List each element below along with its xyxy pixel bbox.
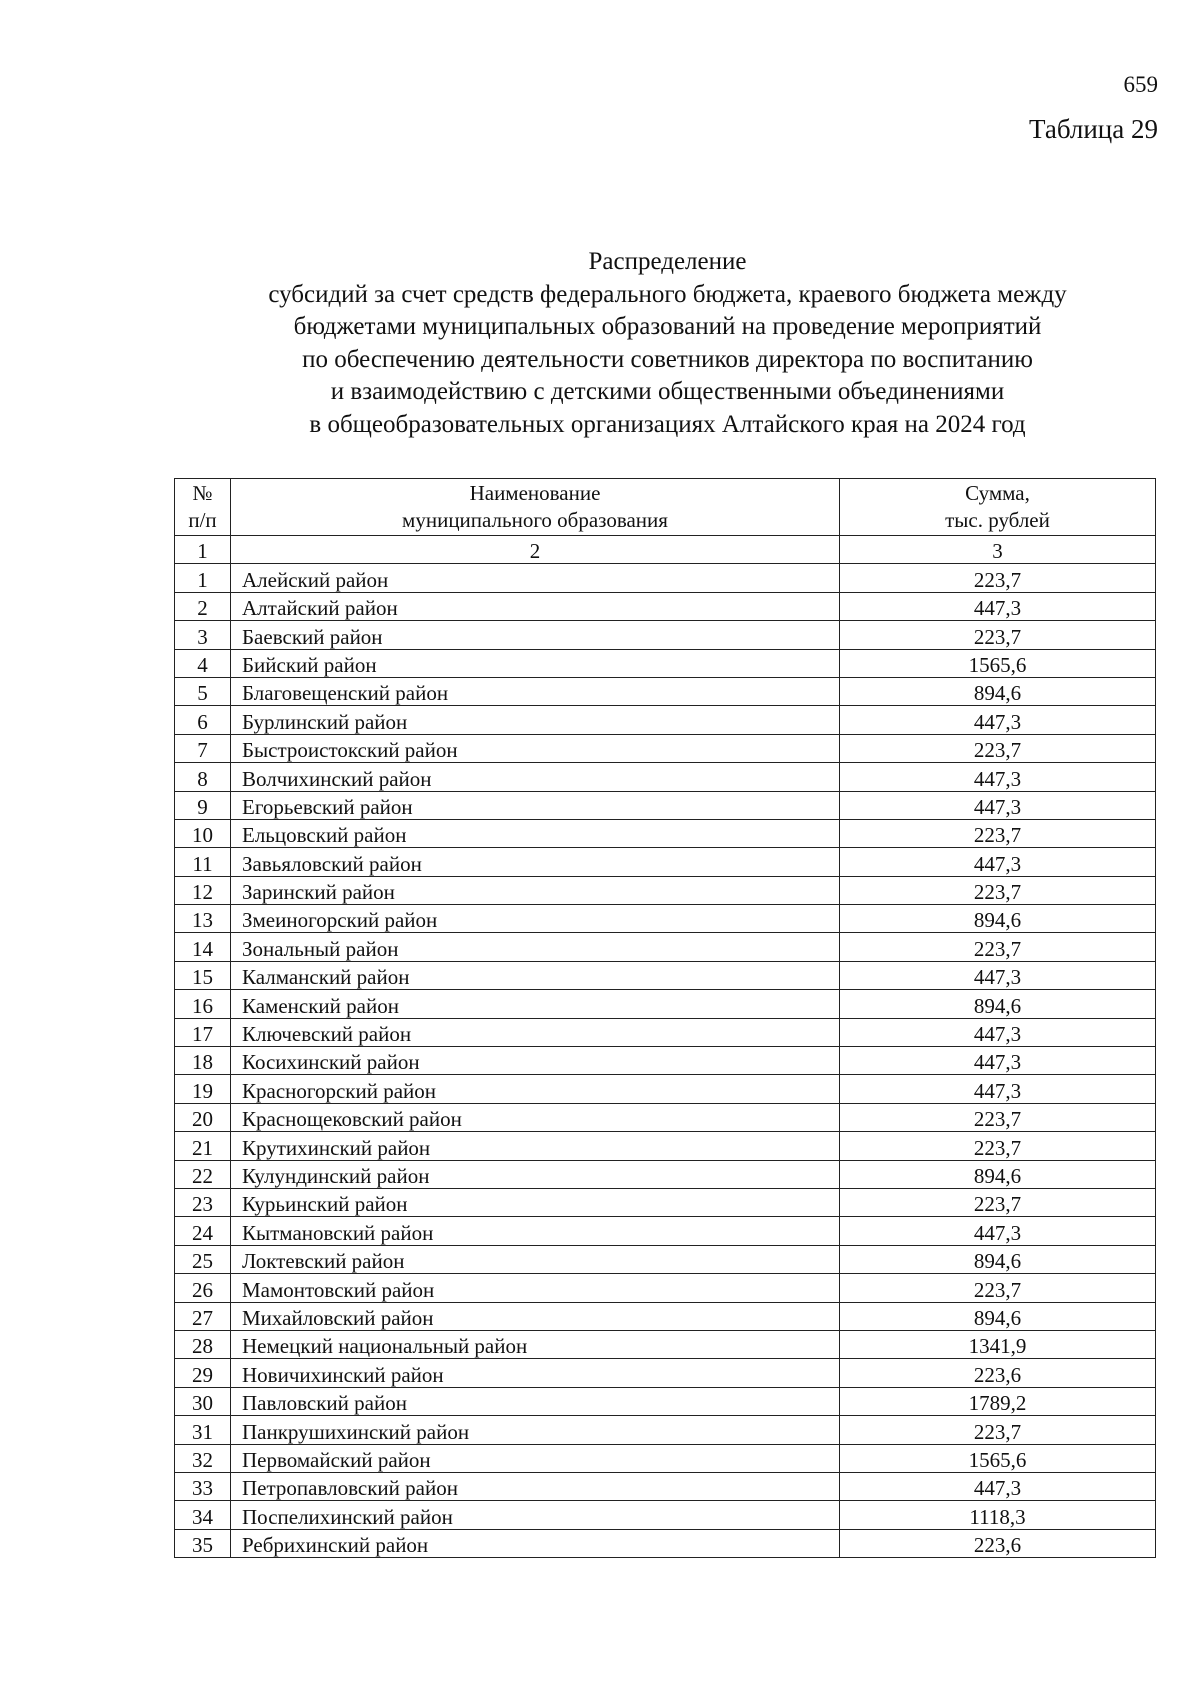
- subsidy-amount: 223,7: [840, 1274, 1156, 1302]
- table-row: [175, 763, 1156, 791]
- subsidy-amount: 223,7: [840, 621, 1156, 649]
- municipality-name: Ребрихинский район: [231, 1529, 840, 1557]
- subsidy-amount: 223,7: [840, 876, 1156, 904]
- row-number: 32: [175, 1444, 231, 1472]
- row-number: 15: [175, 961, 231, 989]
- subsidy-amount: 223,7: [840, 1416, 1156, 1444]
- table-row: [175, 1160, 1156, 1188]
- table-label: Таблица 29: [1029, 114, 1158, 144]
- column-index-row: [175, 536, 1156, 564]
- table-row: [175, 1387, 1156, 1415]
- table-row: [175, 1359, 1156, 1387]
- table-row: [175, 848, 1156, 876]
- municipality-name: Быстроистокский район: [231, 734, 840, 762]
- table-row: [175, 1018, 1156, 1046]
- subsidy-amount: 1565,6: [840, 1444, 1156, 1472]
- heading-line: и взаимодействию с детскими общественными объединениями: [330, 378, 1005, 405]
- document-heading: [0, 246, 1200, 441]
- row-number: 13: [175, 905, 231, 933]
- subsidy-amount: 894,6: [840, 1245, 1156, 1273]
- heading-line: в общеобразовательных организациях Алтайского края на 2024 год: [309, 410, 1026, 438]
- table-row: [175, 905, 1156, 933]
- municipality-name: Курьинский район: [231, 1188, 840, 1216]
- municipality-name: Каменский район: [231, 990, 840, 1018]
- table-row: [175, 1047, 1156, 1075]
- table-row: [175, 621, 1156, 649]
- row-number: 5: [175, 677, 231, 705]
- municipality-name: Ельцовский район: [231, 819, 840, 847]
- row-number: 31: [175, 1416, 231, 1444]
- header-name: [231, 479, 840, 536]
- municipality-name: Локтевский район: [231, 1245, 840, 1273]
- subsidy-amount: 223,6: [840, 1359, 1156, 1387]
- municipality-name: Новичихинский район: [231, 1359, 840, 1387]
- row-number: 24: [175, 1217, 231, 1245]
- column-index-cell: 3: [840, 536, 1156, 564]
- table-row: [175, 564, 1156, 592]
- row-number: 34: [175, 1501, 231, 1529]
- row-number: 1: [175, 564, 231, 592]
- municipality-name: Змеиногорский район: [231, 905, 840, 933]
- table-row: [175, 1217, 1156, 1245]
- subsidy-amount: 223,7: [840, 734, 1156, 762]
- municipality-name: Завьяловский район: [231, 848, 840, 876]
- table-row: [175, 876, 1156, 904]
- municipality-name: Бийский район: [231, 649, 840, 677]
- municipality-name: Поспелихинский район: [231, 1501, 840, 1529]
- row-number: 9: [175, 791, 231, 819]
- row-number: 11: [175, 848, 231, 876]
- distribution-table: [174, 478, 1156, 1558]
- row-number: 16: [175, 990, 231, 1018]
- subsidy-amount: 894,6: [840, 1160, 1156, 1188]
- heading-line: бюджетами муниципальных образований на проведение мероприятий: [293, 313, 1042, 340]
- row-number: 14: [175, 933, 231, 961]
- subsidy-amount: 447,3: [840, 1472, 1156, 1500]
- municipality-name: Павловский район: [231, 1387, 840, 1415]
- row-number: 29: [175, 1359, 231, 1387]
- municipality-name: Баевский район: [231, 621, 840, 649]
- row-number: 7: [175, 734, 231, 762]
- header-name-line1: Наименование: [469, 481, 601, 505]
- row-number: 26: [175, 1274, 231, 1302]
- table-row: [175, 819, 1156, 847]
- subsidy-amount: 1789,2: [840, 1387, 1156, 1415]
- subsidy-amount: 1118,3: [840, 1501, 1156, 1529]
- table-row: [175, 734, 1156, 762]
- table-row: [175, 1330, 1156, 1358]
- row-number: 25: [175, 1245, 231, 1273]
- column-index-cell: 1: [175, 536, 231, 564]
- municipality-name: Благовещенский район: [231, 677, 840, 705]
- municipality-name: Косихинский район: [231, 1047, 840, 1075]
- row-number: 28: [175, 1330, 231, 1358]
- municipality-name: Первомайский район: [231, 1444, 840, 1472]
- row-number: 30: [175, 1387, 231, 1415]
- row-number: 10: [175, 819, 231, 847]
- table-header-row: [175, 479, 1156, 536]
- subsidy-amount: 447,3: [840, 763, 1156, 791]
- subsidy-amount: 1341,9: [840, 1330, 1156, 1358]
- subsidy-amount: 447,3: [840, 1018, 1156, 1046]
- subsidy-amount: 447,3: [840, 961, 1156, 989]
- header-sum-line2: тыс. рублей: [945, 508, 1050, 532]
- row-number: 19: [175, 1075, 231, 1103]
- row-number: 33: [175, 1472, 231, 1500]
- row-number: 4: [175, 649, 231, 677]
- row-number: 22: [175, 1160, 231, 1188]
- table-row: [175, 1075, 1156, 1103]
- subsidy-amount: 447,3: [840, 848, 1156, 876]
- row-number: 8: [175, 763, 231, 791]
- subsidy-amount: 223,7: [840, 819, 1156, 847]
- municipality-name: Панкрушихинский район: [231, 1416, 840, 1444]
- municipality-name: Алтайский район: [231, 592, 840, 620]
- subsidy-amount: 894,6: [840, 677, 1156, 705]
- row-number: 35: [175, 1529, 231, 1557]
- heading-line: субсидий за счет средств федерального бюджета, краевого бюджета между: [268, 280, 1067, 308]
- municipality-name: Немецкий национальный район: [231, 1330, 840, 1358]
- row-number: 21: [175, 1132, 231, 1160]
- subsidy-amount: 894,6: [840, 905, 1156, 933]
- municipality-name: Алейский район: [231, 564, 840, 592]
- page-number: 659: [1123, 72, 1158, 97]
- table-row: [175, 961, 1156, 989]
- subsidy-amount: 894,6: [840, 1302, 1156, 1330]
- row-number: 3: [175, 621, 231, 649]
- subsidy-amount: 223,7: [840, 1188, 1156, 1216]
- table-row: [175, 592, 1156, 620]
- municipality-name: Кулундинский район: [231, 1160, 840, 1188]
- row-number: 20: [175, 1103, 231, 1131]
- table-row: [175, 677, 1156, 705]
- table-row: [175, 1501, 1156, 1529]
- municipality-name: Заринский район: [231, 876, 840, 904]
- subsidy-amount: 447,3: [840, 1047, 1156, 1075]
- municipality-name: Мамонтовский район: [231, 1274, 840, 1302]
- municipality-name: Зональный район: [231, 933, 840, 961]
- subsidy-amount: 223,7: [840, 1132, 1156, 1160]
- table-row: [175, 1103, 1156, 1131]
- row-number: 18: [175, 1047, 231, 1075]
- table-row: [175, 1188, 1156, 1216]
- table-row: [175, 1529, 1156, 1557]
- table-row: [175, 1274, 1156, 1302]
- municipality-name: Михайловский район: [231, 1302, 840, 1330]
- row-number: 17: [175, 1018, 231, 1046]
- subsidy-amount: 223,6: [840, 1529, 1156, 1557]
- table-row: [175, 990, 1156, 1018]
- subsidy-amount: 1565,6: [840, 649, 1156, 677]
- row-number: 12: [175, 876, 231, 904]
- municipality-name: Краснощековский район: [231, 1103, 840, 1131]
- table-row: [175, 791, 1156, 819]
- table-row: [175, 1416, 1156, 1444]
- municipality-name: Крутихинский район: [231, 1132, 840, 1160]
- municipality-name: Ключевский район: [231, 1018, 840, 1046]
- subsidy-amount: 223,7: [840, 564, 1156, 592]
- municipality-name: Калманский район: [231, 961, 840, 989]
- table-row: [175, 1302, 1156, 1330]
- row-number: 6: [175, 706, 231, 734]
- table-row: [175, 649, 1156, 677]
- municipality-name: Кытмановский район: [231, 1217, 840, 1245]
- subsidy-amount: 447,3: [840, 1075, 1156, 1103]
- table-row: [175, 1472, 1156, 1500]
- heading-line: Распределение: [588, 248, 747, 275]
- subsidy-amount: 447,3: [840, 1217, 1156, 1245]
- table-row: [175, 933, 1156, 961]
- column-index-cell: 2: [231, 536, 840, 564]
- header-sum: [840, 479, 1156, 536]
- subsidy-amount: 447,3: [840, 592, 1156, 620]
- subsidy-amount: 223,7: [840, 1103, 1156, 1131]
- heading-line: по обеспечению деятельности советников директора по воспитанию: [302, 345, 1033, 373]
- header-sum-line1: Сумма,: [965, 481, 1030, 505]
- table-row: [175, 1245, 1156, 1273]
- subsidy-amount: 447,3: [840, 791, 1156, 819]
- row-number: 27: [175, 1302, 231, 1330]
- municipality-name: Красногорский район: [231, 1075, 840, 1103]
- header-num-line1: №: [192, 481, 213, 505]
- subsidy-amount: 223,7: [840, 933, 1156, 961]
- table-row: [175, 706, 1156, 734]
- table-row: [175, 1444, 1156, 1472]
- header-num: [175, 479, 231, 536]
- row-number: 23: [175, 1188, 231, 1216]
- subsidy-amount: 894,6: [840, 990, 1156, 1018]
- subsidy-amount: 447,3: [840, 706, 1156, 734]
- header-name-line2: муниципального образования: [402, 508, 668, 532]
- municipality-name: Бурлинский район: [231, 706, 840, 734]
- table-row: [175, 1132, 1156, 1160]
- table-body: [175, 479, 1156, 1558]
- municipality-name: Волчихинский район: [231, 763, 840, 791]
- municipality-name: Петропавловский район: [231, 1472, 840, 1500]
- municipality-name: Егорьевский район: [231, 791, 840, 819]
- row-number: 2: [175, 592, 231, 620]
- header-num-line2: п/п: [188, 508, 217, 532]
